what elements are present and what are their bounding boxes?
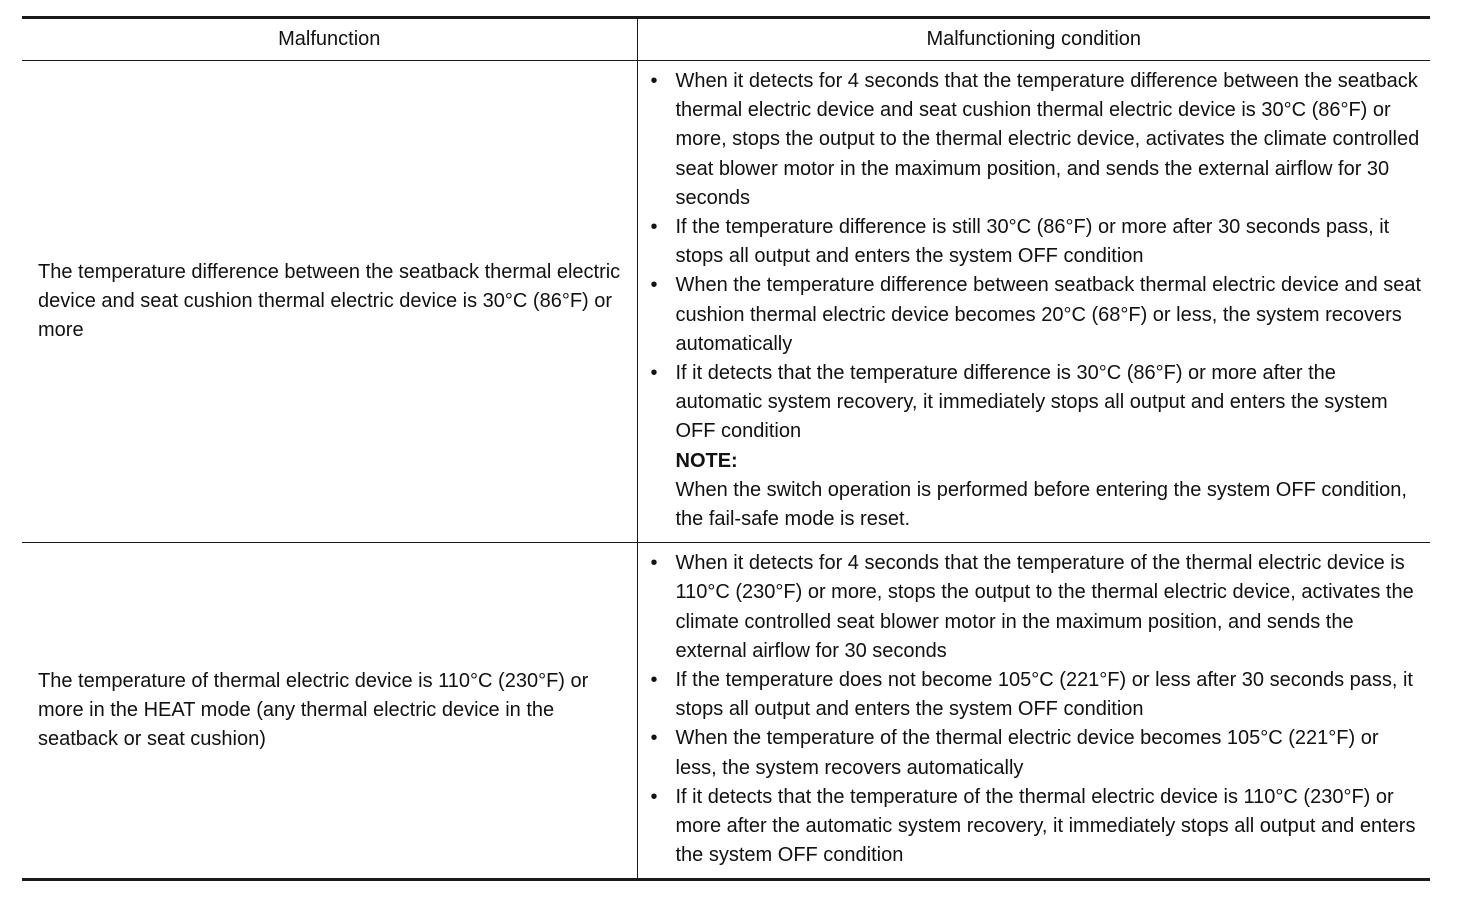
condition-item: • When it detects for 4 seconds that the temperature of the thermal electric device is 110°C (230°F) or more, stops the output to the thermal electric device, activates the climate controlled seat blower motor in the maximum position, and sends the external airflow for 30 seconds [638,549,1423,666]
table-row [22,61,1430,543]
condition-item: • When the temperature of the thermal electric device becomes 105°C (221°F) or less, the system recovers automatically [638,724,1423,782]
bullet-icon: • [650,362,658,385]
bullet-icon: • [650,727,658,750]
condition-item: • If it detects that the temperature of the thermal electric device is 110°C (230°F) or more after the automatic system recovery, it immediately stops all output and enters the system OFF condition [638,783,1423,871]
bullet-icon: • [650,669,658,692]
condition-cell [637,61,1430,543]
bullet-icon: • [650,274,658,297]
table-row [22,543,1430,880]
note-label: NOTE: [675,449,738,472]
header-malfunctioning-condition: Malfunctioning condition [637,18,1430,61]
condition-item: • If the temperature difference is still 30°C (86°F) or more after 30 seconds pass, it stops all output and enters the system OFF condition [638,213,1423,271]
note-text: When the switch operation is performed before entering the system OFF condition, the fail-safe mode is reset. [675,478,1407,531]
condition-list [638,549,1423,870]
condition-cell [637,543,1430,880]
condition-item: • When it detects for 4 seconds that the temperature difference between the seatback thermal electric device and seat cushion thermal electric device is 30°C (86°F) or more, stops the output to the thermal electric device, activates the climate controlled seat blower motor in the maximum position, and sends the external airflow for 30 seconds [638,67,1423,213]
condition-item: • If the temperature does not become 105°C (221°F) or less after 30 seconds pass, it stops all output and enters the system OFF condition [638,666,1423,724]
condition-list [638,67,1423,534]
header-malfunction: Malfunction [22,18,637,61]
bullet-icon: • [650,70,658,92]
malfunction-cell [22,543,637,880]
condition-item: • When the temperature difference between seatback thermal electric device and seat cushion thermal electric device becomes 20°C (68°F) or less, the system recovers automatically [638,271,1423,359]
bullet-icon: • [650,216,658,239]
header-row [22,18,1430,61]
malfunction-cell [22,61,637,543]
malfunction-text: The temperature difference between the seatback thermal electric device and seat cushion thermal electric device is 30°C (86°F) or more [38,260,621,342]
malfunction-text: The temperature of thermal electric device is 110°C (230°F) or more in the HEAT mode (any thermal electric device in the seatback or seat cushion) [38,670,589,751]
bullet-icon: • [650,785,658,808]
condition-item: • If it detects that the temperature difference is 30°C (86°F) or more after the automatic system recovery, it immediately stops all output and enters the system OFF condition NOTE: When the switch operation is performed before entering the system OFF condition, the fail-safe mode is reset. [638,359,1423,534]
malfunction-table [22,16,1430,881]
bullet-icon: • [650,552,658,575]
